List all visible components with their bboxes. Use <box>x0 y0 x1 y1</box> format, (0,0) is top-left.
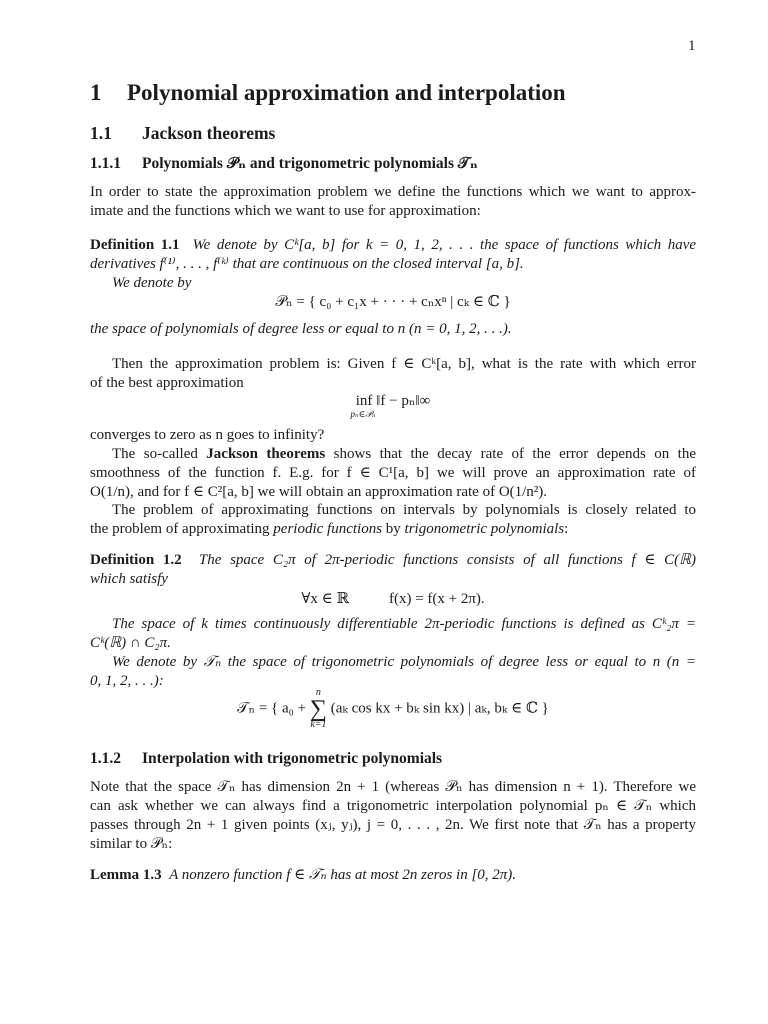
periodic-line-2 <box>90 520 696 539</box>
definition-1-2-label: Definition 1.2 <box>90 552 182 568</box>
section-title: Polynomial approximation and interpolation <box>127 80 566 105</box>
subsection-title: Jackson theorems <box>142 123 276 143</box>
periodic-mid: by <box>382 521 405 537</box>
intro-line-2: imate and the functions which we want to use for approximation: <box>90 203 481 219</box>
section-heading <box>90 80 696 106</box>
periodic-line-1: The problem of approximating functions on intervals by polynomials is closely related to <box>112 502 696 518</box>
inf-expression: inf ‖f − pₙ‖∞ <box>355 393 431 409</box>
lemma-1-3-label: Lemma 1.3 <box>90 867 162 883</box>
jackson-post: shows that the decay rate of the error depends on the <box>325 446 697 462</box>
trig-formula-left: 𝒯ₙ = { a₀ + <box>237 700 307 717</box>
lemma-1-3-text: A nonzero function f ∈ 𝒯ₙ has at most 2n zeros in [0, 2π). <box>169 867 517 883</box>
lemma-1-3 <box>90 866 696 885</box>
jackson-line-1 <box>90 445 696 464</box>
subsubsection-heading-1 <box>90 153 696 173</box>
subsubsection-title-1: Polynomials 𝒫ₙ and trigonometric polynomials 𝒯ₙ <box>142 155 478 172</box>
approx-problem-line-1: Then the approximation problem is: Given f ∈ Cᵏ[a, b], what is the rate with which error <box>112 356 696 372</box>
periodic-post: : <box>564 521 569 537</box>
approx-problem-line-2: of the best approximation <box>90 375 244 391</box>
definition-1-1-line-1 <box>90 236 696 255</box>
trigonometric-polynomials-term: trigonometric polynomials <box>404 521 565 537</box>
jackson-line-2: smoothness of the function f. E.g. for f ∈ C¹[a, b] we will prove an approximation rate of <box>90 465 696 481</box>
jackson-theorems-term: Jackson theorems <box>206 446 326 462</box>
periodic-functions-term: periodic functions <box>273 521 383 537</box>
page-number: 1 <box>688 38 696 54</box>
polynomial-space-formula: 𝒫ₙ = { c₀ + c₁x + · · · + cₙxⁿ | cₖ ∈ ℂ } <box>275 294 511 310</box>
sum-upper-limit: n <box>315 687 321 698</box>
definition-1-2-line-2: which satisfy <box>90 571 168 587</box>
definition-1-1-text: We denote by Cᵏ[a, b] for k = 0, 1, 2, . . . the space of functions which have <box>192 237 697 253</box>
sum-lower-limit: k=1 <box>310 719 327 730</box>
intro-line-1: In order to state the approximation problem we define the functions which we want to approx- <box>90 184 696 200</box>
inf-subscript: pₙ∈𝒫ₙ <box>350 409 376 419</box>
definition-1-1-line-4: the space of polynomials of degree less or equal to n (n = 0, 1, 2, . . .). <box>90 321 512 337</box>
periodicity-equation: f(x) = f(x + 2π). <box>388 591 485 607</box>
interp-line-1: Note that the space 𝒯ₙ has dimension 2n + 1 (whereas 𝒫ₙ has dimension n + 1). Therefore we <box>90 779 696 795</box>
definition-1-1-label: Definition 1.1 <box>90 237 180 253</box>
jackson-pre: The so-called <box>112 446 207 462</box>
trig-space-formula <box>90 688 696 730</box>
best-approximation-formula <box>90 393 696 419</box>
periodic-pre: the problem of approximating <box>90 521 274 537</box>
subsection-number: 1.1 <box>90 123 112 143</box>
definition-1-2-line-5: We denote by 𝒯ₙ the space of trigonometric polynomials of degree less or equal to n (n = <box>112 654 696 670</box>
subsection-heading <box>90 123 696 144</box>
definition-1-2-line-4: Cᵏ(ℝ) ∩ C₂π. <box>90 635 171 651</box>
definition-1-2-line-1 <box>90 551 696 570</box>
approx-problem-line-3: converges to zero as n goes to infinity? <box>90 427 325 443</box>
subsubsection-heading-2 <box>90 750 696 768</box>
subsubsection-number-1: 1.1.1 <box>90 155 121 172</box>
interp-line-3: passes through 2n + 1 given points (xⱼ, yⱼ), j = 0, . . . , 2n. We first note that 𝒯ₙ has a property <box>90 817 696 833</box>
definition-1-2-text: The space C₂π of 2π-periodic functions consists of all functions f ∈ C(ℝ) <box>198 552 697 568</box>
summation-block <box>310 688 327 730</box>
sum-sign: ∑ <box>309 696 327 722</box>
periodicity-quantifier: ∀x ∈ ℝ <box>301 591 349 607</box>
subsubsection-title-2: Interpolation with trigonometric polynomials <box>142 750 443 767</box>
definition-1-1-line-3: We denote by <box>112 275 192 291</box>
definition-1-2-line-3: The space of k times continuously differentiable 2π-periodic functions is defined as Cᵏ₂π = <box>112 616 696 632</box>
interp-line-2: can ask whether we can always find a trigonometric interpolation polynomial pₙ ∈ 𝒯ₙ which <box>90 798 696 814</box>
trig-formula-right: (aₖ cos kx + bₖ sin kx) | aₖ, bₖ ∈ ℂ } <box>330 700 549 717</box>
periodicity-formula <box>90 589 696 608</box>
section-number: 1 <box>90 80 102 105</box>
interp-line-4: similar to 𝒫ₙ: <box>90 836 173 852</box>
jackson-line-3: O(1/n), and for f ∈ C²[a, b] we will obtain an approximation rate of O(1/n²). <box>90 484 548 500</box>
definition-1-2-line-6: 0, 1, 2, . . .): <box>90 673 164 689</box>
subsubsection-number-2: 1.1.2 <box>90 750 121 767</box>
definition-1-1-line-2: derivatives f⁽¹⁾, . . . , f⁽ᵏ⁾ that are continuous on the closed interval [a, b]. <box>90 256 524 272</box>
